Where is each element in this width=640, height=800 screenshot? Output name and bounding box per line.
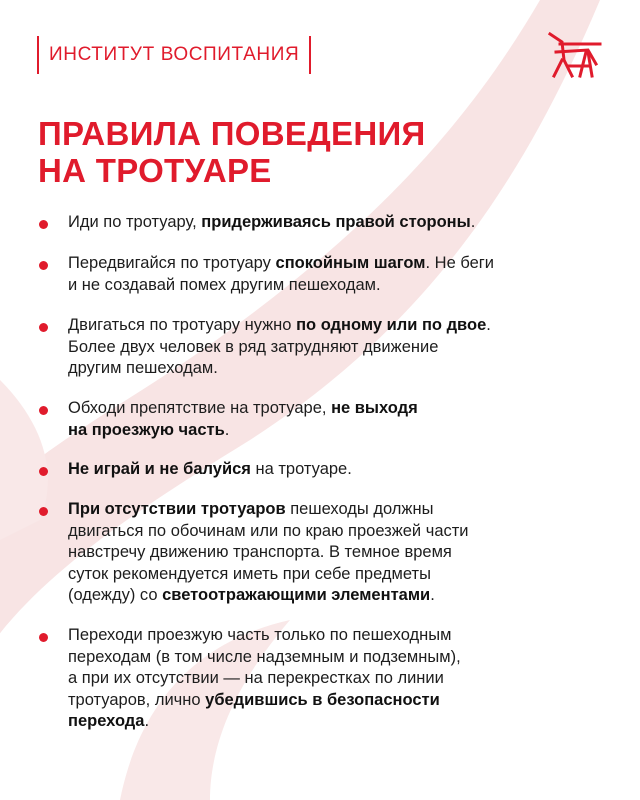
- rule-text: [68, 459, 598, 481]
- rule-text: [68, 398, 598, 441]
- horse-logo-icon: [542, 30, 604, 82]
- rule-segment: на тротуаре.: [250, 460, 352, 478]
- rule-segment: .: [430, 586, 435, 604]
- bullet-dot-icon: [39, 633, 48, 642]
- rule-segment: пешеходы должны: [285, 500, 434, 518]
- rule-emphasis: придерживаясь правой стороны: [201, 213, 471, 231]
- header-right-bar: [309, 36, 311, 74]
- rule-item: [38, 398, 598, 441]
- rule-segment: Двигаться по тротуару нужно: [68, 316, 297, 334]
- rule-item: [38, 253, 598, 296]
- rule-emphasis: спокойным шагом: [275, 254, 426, 272]
- bullet-dot-icon: [39, 261, 48, 270]
- rule-segment: навстречу движению транспорта. В темное время: [68, 543, 452, 561]
- rule-segment: Иди по тротуару,: [68, 213, 202, 231]
- rule-segment: .: [486, 316, 491, 334]
- rule-segment: .: [470, 213, 476, 231]
- bullet-dot-icon: [39, 220, 48, 229]
- rule-segment: Более двух человек в ряд затрудняют движение: [68, 337, 439, 356]
- rule-segment: а при их отсутствии — на перекрестках по линии: [68, 669, 444, 687]
- rule-item: [38, 625, 598, 733]
- institute-header: [37, 36, 311, 74]
- rule-emphasis: перехода: [68, 712, 145, 730]
- bullet-dot-icon: [39, 507, 48, 516]
- page-title-line-2: НА ТРОТУАРЕ: [38, 152, 272, 189]
- rule-item: [38, 499, 598, 607]
- rule-segment: Переходи проезжую часть только по пешеходным: [68, 626, 452, 644]
- rule-segment: другим пешеходам.: [68, 359, 218, 377]
- rule-text: [68, 315, 598, 380]
- rule-segment: . Не беги: [425, 254, 495, 272]
- rule-text: [68, 253, 598, 296]
- bullet-dot-icon: [39, 406, 48, 415]
- rule-segment: двигаться по обочинам или по краю проезжей части: [68, 521, 469, 540]
- rule-segment: переходам (в том числе надземным и подземным),: [68, 647, 461, 666]
- rule-segment: .: [224, 420, 230, 439]
- page-title-line-1: ПРАВИЛА ПОВЕДЕНИЯ: [38, 115, 426, 152]
- rule-segment: суток рекомендуется иметь при себе предметы: [68, 564, 431, 583]
- rule-segment: Передвигайся по тротуару: [68, 254, 276, 272]
- rule-text: [68, 212, 598, 234]
- rule-text: [68, 625, 598, 733]
- rule-emphasis: Не играй и не балуйся: [68, 460, 251, 478]
- rule-segment: .: [144, 712, 150, 730]
- rule-emphasis: не выходя: [331, 399, 418, 417]
- rule-item: [38, 315, 598, 380]
- rule-item: [38, 212, 598, 234]
- rule-segment: и не создавай помех другим пешеходам.: [68, 275, 381, 294]
- rule-emphasis: по одному или по двое: [296, 316, 487, 334]
- rule-emphasis: светоотражающими элементами: [162, 586, 431, 604]
- rule-item: [38, 459, 598, 481]
- page-title: [38, 115, 425, 189]
- rule-emphasis: на проезжую часть: [68, 420, 225, 439]
- rule-segment: тротуаров, лично: [68, 690, 206, 709]
- rule-text: [68, 499, 598, 607]
- bullet-dot-icon: [39, 467, 48, 476]
- rule-segment: Обходи препятствие на тротуаре,: [68, 399, 332, 417]
- bullet-dot-icon: [39, 323, 48, 332]
- rule-segment: (одежду) со: [68, 586, 163, 604]
- rule-emphasis: При отсутствии тротуаров: [68, 500, 286, 518]
- rule-emphasis: убедившись в безопасности: [205, 690, 440, 709]
- institute-name: ИНСТИТУТ ВОСПИТАНИЯ: [49, 44, 300, 65]
